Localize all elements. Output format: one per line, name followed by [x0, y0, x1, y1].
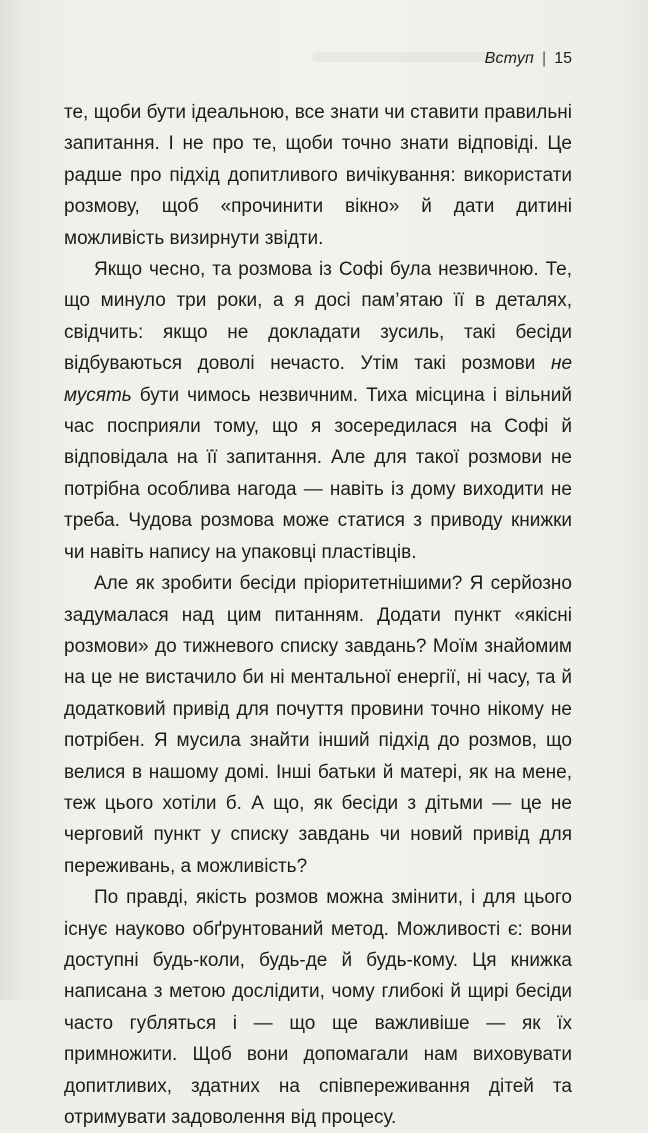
paragraph-1-text: те, щоби бути ідеальною, все знати чи ставити правильні запитання. І не про те, щоби точно знати відповіді. Це радше про підхід допитливого вичікування: використати розмову, щоб «прочинити вікно» й дати дитині можливість визирнути звідти. — [64, 102, 572, 249]
body-text — [64, 97, 572, 1133]
page-gutter-shadow — [0, 0, 24, 1000]
paragraph-4-text: По правді, якість розмов можна змінити, і для цього існує науково обґрунтований метод. Можливості є: вони доступні будь-коли, будь-де й будь-кому. Ця книжка написана з метою дослідити, чому глибокі й щирі бесіди часто губляться і — що ще важливіше — як їх примножити. Щоб вони допомагали нам виховувати допитливих, здатних на співпереживання дітей та отримувати задоволення від процесу. — [64, 887, 572, 1128]
paragraph-3-text: Але як зробити бесіди пріоритетнішими? Я серйозно задумалася над цим питанням. Додати пункт «якісні розмови» до тижневого списку завдань? Моїм знайомим на це не вистачило би ні ментальної енергії, ні часу, та й додатковий привід для почуття провини точно нікому не потрібен. Я мусила знайти інший підхід до розмов, що велися в нашому домі. Інші батьки й матері, як на мене, теж цього хотіли б. А що, як бесіди з дітьми — це не черговий пункт у списку завдань чи новий привід для переживань, а можливість? — [64, 573, 572, 877]
page-edge-shadow — [616, 0, 648, 1000]
paragraph-2 — [64, 254, 572, 568]
header-separator: | — [542, 50, 547, 67]
page-number: 15 — [554, 50, 572, 67]
chapter-title: Вступ — [484, 50, 535, 67]
running-header — [485, 50, 572, 68]
paragraph-1 — [64, 97, 572, 254]
bleed-through-text — [312, 52, 502, 62]
paragraph-2-text-a: Якщо чесно, та розмова із Софі була незвичною. Те, що минуло три роки, а я досі пам’ятаю її в деталях, свідчить: якщо не докладати зусиль, такі бесіди відбуваються доволі нечасто. Утім такі розмови — [64, 259, 572, 375]
paragraph-2-text-b: бути чимось незвичним. Тиха місцина і вільний час посприяли тому, що я зосередилася на Софі й відповідала на її запитання. Але для такої розмови не потрібна особлива нагода — навіть із дому виходити не треба. Чудова розмова може статися з приводу книжки чи навіть напису на упаковці пластівців. — [64, 384, 572, 563]
paragraph-2-emphasis: не мусять — [64, 353, 573, 406]
paragraph-4 — [64, 882, 572, 1133]
paragraph-3 — [64, 568, 572, 882]
